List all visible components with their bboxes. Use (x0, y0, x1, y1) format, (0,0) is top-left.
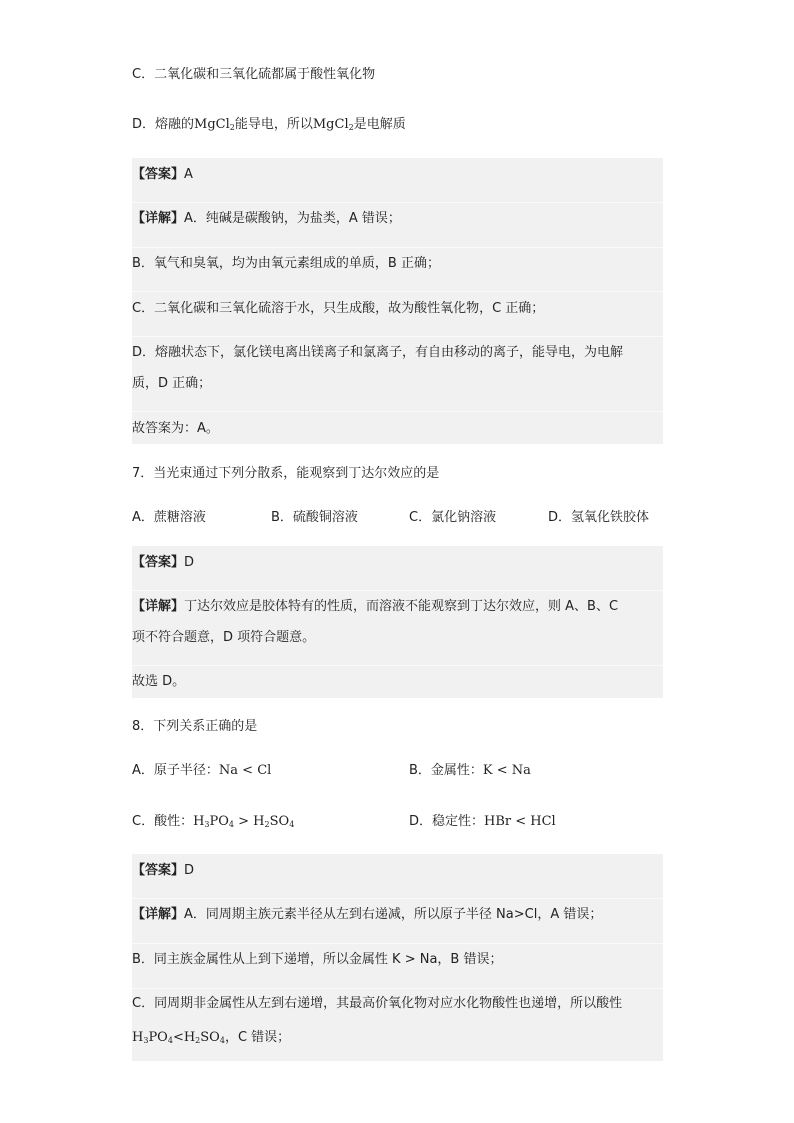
q8-stem: 8．下列关系正确的是 (132, 719, 258, 734)
q7-option-c: C．氯化钠溶液 (409, 510, 497, 525)
q7-explain-1: 【详解】丁达尔效应是胶体特有的性质，而溶液不能观察到丁达尔效应，则 A、B、C (132, 599, 619, 614)
q8-option-a: A．原子半径：Na < Cl (132, 763, 272, 778)
q7-option-b: B．硫酸铜溶液 (271, 510, 358, 525)
q6-explain-d1: D．熔融状态下，氯化镁电离出镁离子和氯离子，有自由移动的离子，能导电，为电解 (132, 345, 624, 360)
q6-explain-c: C．二氧化碳和三氧化硫溶于水，只生成酸，故为酸性氧化物，C 正确； (132, 301, 545, 316)
q7-option-d: D．氢氧化铁胶体 (548, 510, 650, 525)
q6-explain-d2: 质，D 正确； (132, 376, 212, 391)
q6-option-c: C．二氧化碳和三氧化硫都属于酸性氧化物 (132, 67, 376, 82)
q8-option-b: B．金属性：K < Na (409, 763, 531, 778)
q6-conclusion: 故答案为：A。 (132, 421, 219, 436)
q7-conclusion: 故选 D。 (132, 674, 186, 689)
q8-explain-b: B．同主族金属性从上到下递增，所以金属性 K > Na，B 错误； (132, 952, 503, 967)
q8-answer: 【答案】D (132, 863, 195, 878)
q6-option-d: D．熔融的MgCl$_2$能导电，所以MgCl$_2$是电解质 (132, 117, 406, 132)
q6-explain-a: 【详解】A．纯碱是碳酸钠，为盐类，A 错误； (132, 211, 401, 226)
q8-option-d: D．稳定性：HBr < HCl (409, 814, 556, 829)
q7-explain-2: 项不符合题意，D 项符合题意。 (132, 630, 316, 645)
q7-answer: 【答案】D (132, 555, 195, 570)
q8-explain-c2: $H_3PO_4<H_2SO_4$，C 错误； (132, 1030, 291, 1045)
q7-option-a: A．蔗糖溶液 (132, 510, 206, 525)
q6-explain-b: B．氧气和臭氧，均为由氧元素组成的单质，B 正确； (132, 256, 440, 271)
q8-explain-c1: C．同周期非金属性从左到右递增，其最高价氧化物对应水化物酸性也递增，所以酸性 (132, 996, 623, 1011)
q8-option-c: C．酸性：$H_3PO_4 > H_2SO_4$ (132, 814, 295, 829)
q7-stem: 7．当光束通过下列分散系，能观察到丁达尔效应的是 (132, 466, 440, 481)
q6-answer: 【答案】A (132, 167, 193, 182)
q8-explain-a: 【详解】A．同周期主族元素半径从左到右递减，所以原子半径 Na>Cl，A 错误； (132, 907, 603, 922)
